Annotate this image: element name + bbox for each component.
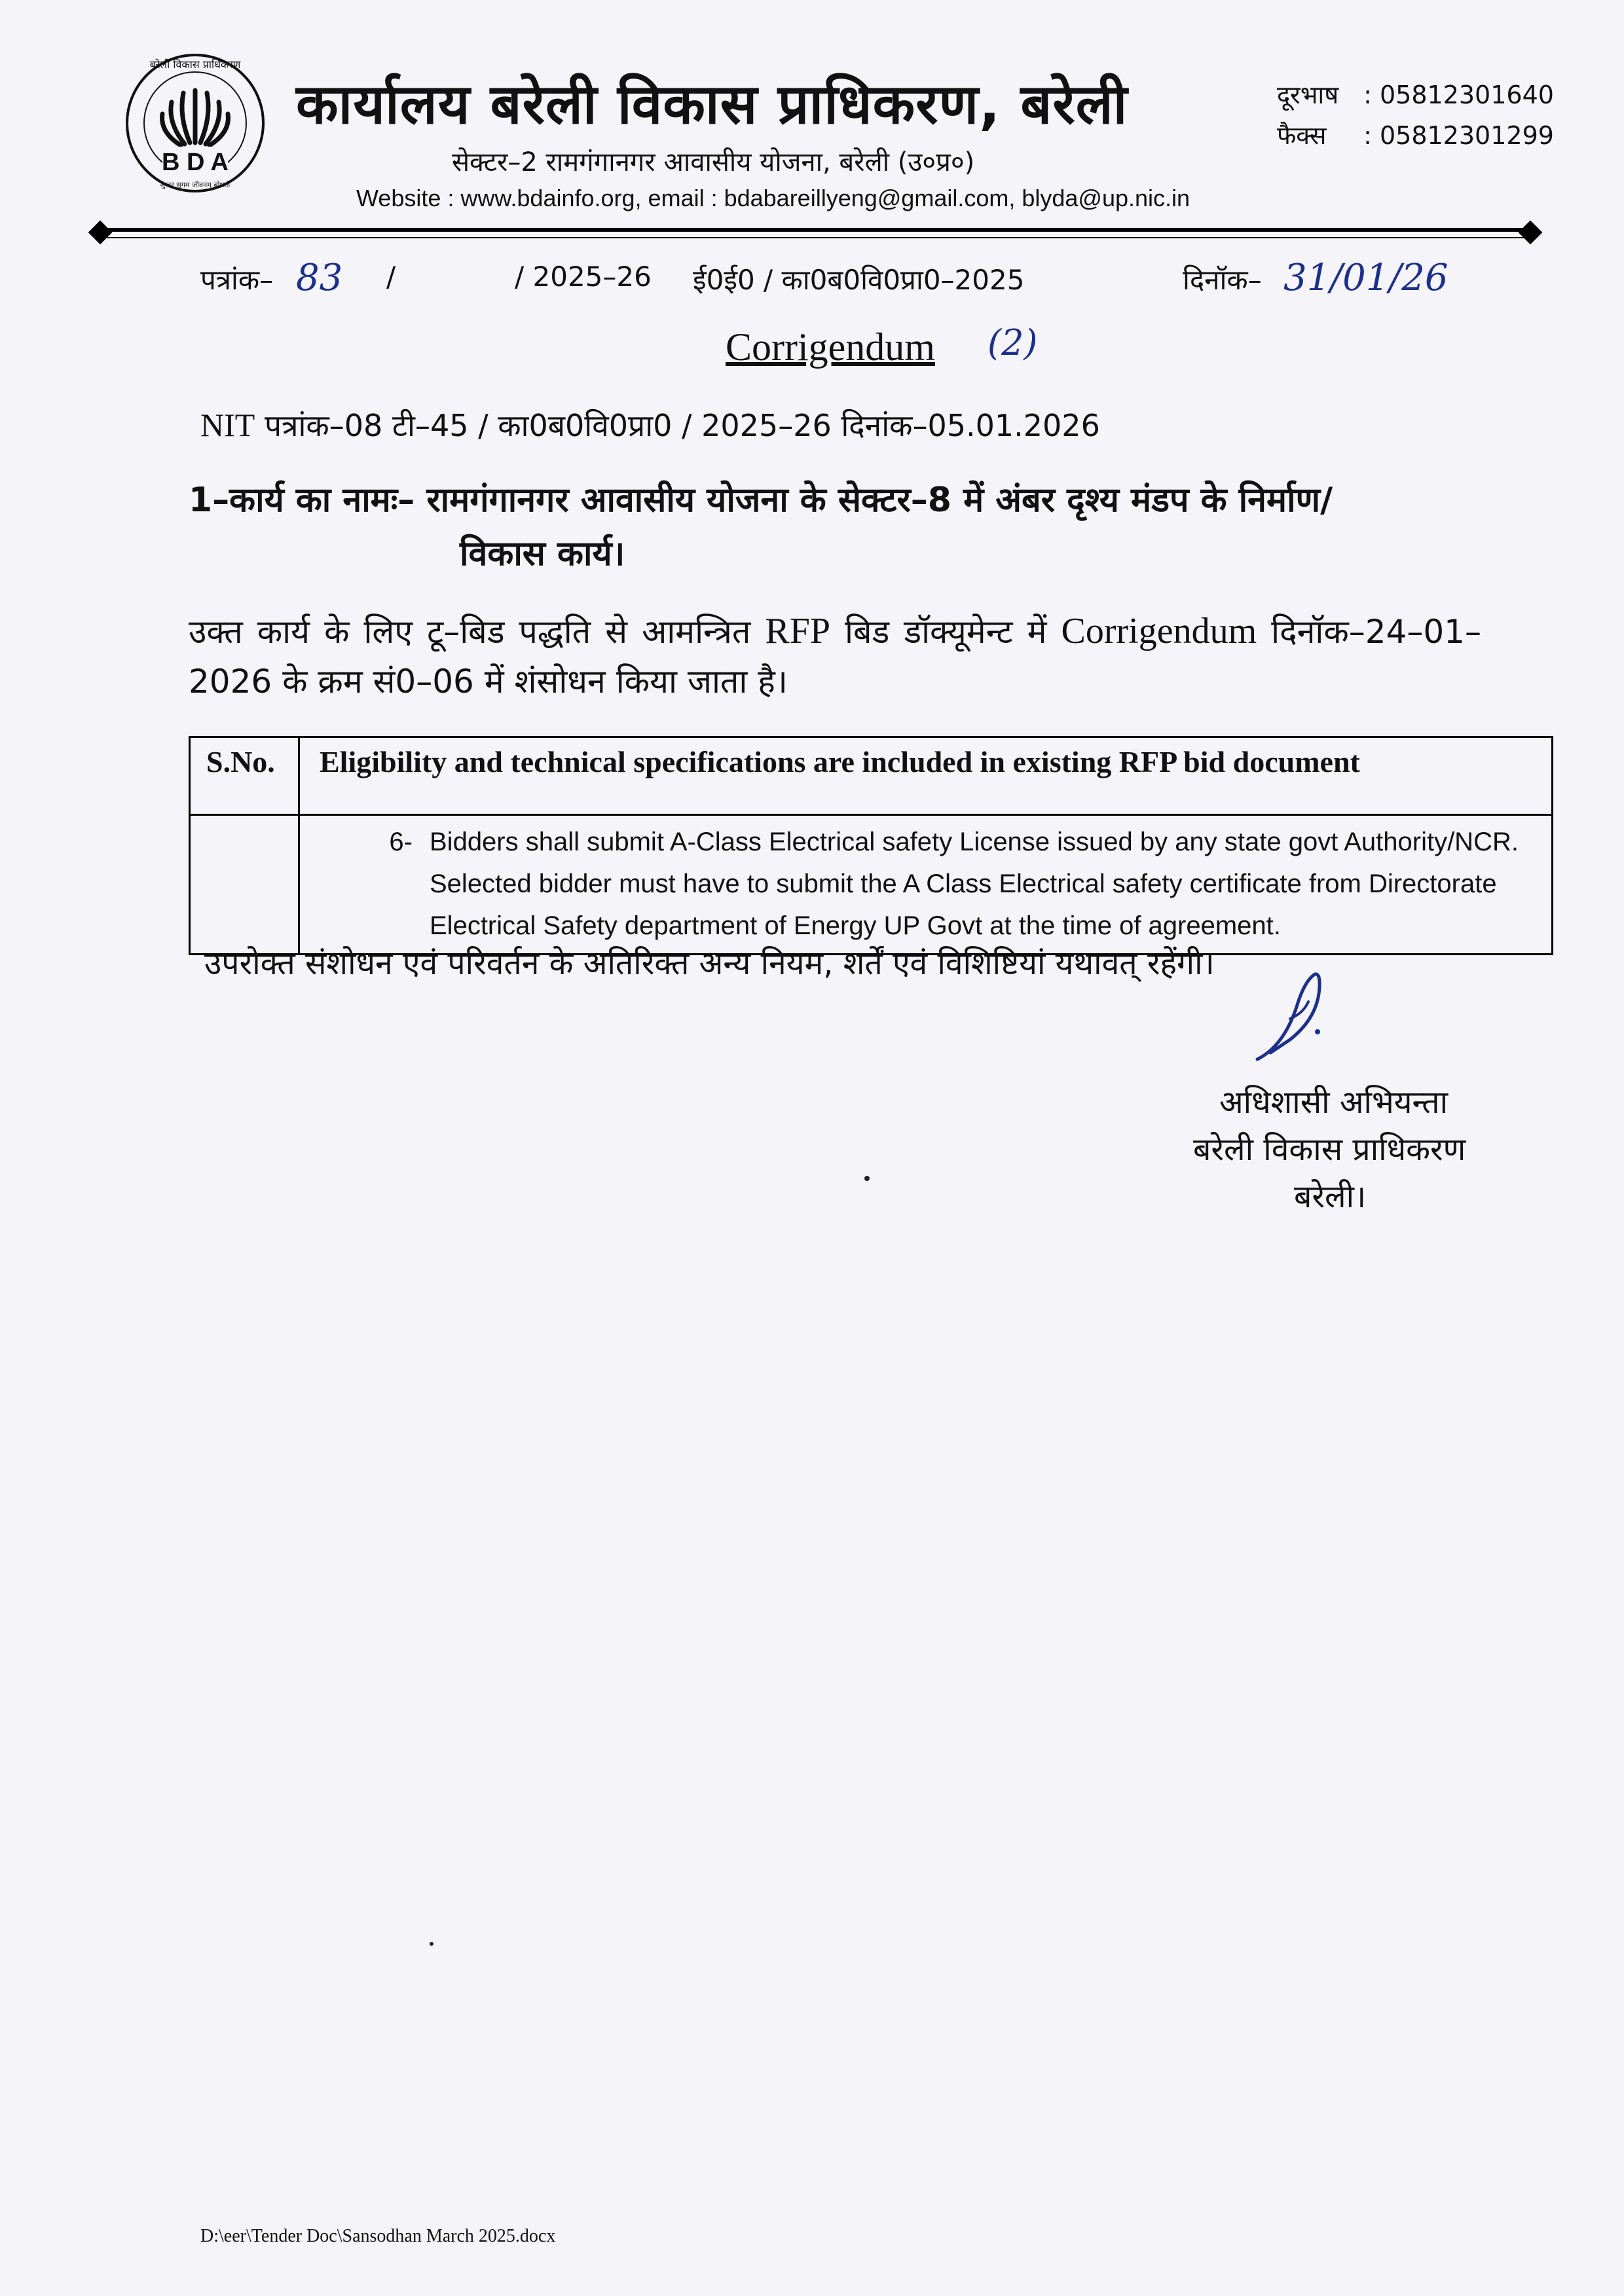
ref-slash: / [386,261,396,293]
work-name-line-2: विकास कार्य। [460,534,625,574]
row-description [299,815,1553,955]
ref-number-handwritten: 83 [296,257,343,299]
nit-label: NIT [200,407,255,443]
ref-date-handwritten: 31/01/26 [1283,257,1449,299]
para-part-3: दिनॉक–24–01–2026 के क्रम सं0–06 में शंसोधन किया जाता है। [189,613,1481,701]
phone-label: दूरभाष [1277,81,1339,109]
logo-ring-text: बरेली विकास प्राधिकरण [149,58,241,71]
header-description: Eligibility and technical specifications are included in existing RFP bid document [299,737,1553,815]
scan-speck [864,1176,870,1181]
ref-date-label: दिनॉक– [1183,264,1262,296]
scan-speck [430,1942,434,1946]
phone-number: : 05812301640 [1363,81,1554,109]
item-text: Bidders shall submit A-Class Electrical safety License issued by any state govt Authority/NCR. Selected bidder must have to submit the A Class Electrical safety certificate from Directorate Electrical Safety department of Energy UP Govt at the time of agreement. [430,828,1519,940]
para-rfp: RFP [765,611,831,651]
corrigendum-title: Corrigendum [726,325,935,369]
eligibility-table [189,736,1553,955]
ref-code: ई0ई0 / का0ब0वि0प्रा0–2025 [693,264,1025,296]
fax-line [1277,118,1554,152]
para-corrigendum: Corrigendum [1061,611,1257,651]
table-header-row [190,737,1553,815]
fax-label: फैक्स [1277,121,1327,150]
bda-logo [117,45,274,202]
corrigendum-number-handwritten: (2) [987,322,1038,363]
row-sno [190,815,299,955]
signatory-organisation: बरेली विकास प्राधिकरण [1193,1131,1466,1168]
closing-note: उपरोक्त संशोधन एवं परिवर्तन के अतिरिक्त अन्य नियम, शर्तें एवं विशिष्टियां यथावत् रहेंगी। [204,945,1215,982]
header-rule-thin [103,237,1531,238]
header-sno: S.No. [190,737,299,815]
work-name-line-1: 1–कार्य का नामः– रामगंगानगर आवासीय योजना के सेक्टर–8 में अंबर दृश्य मंडप के निर्माण/ [189,481,1333,520]
phone-line [1277,77,1554,111]
file-path: D:\eer\Tender Doc\Sansodhan March 2025.docx [200,2226,556,2246]
ref-year: / 2025–26 [515,261,652,293]
corrigendum-paragraph [189,606,1481,706]
para-part-1: उक्त कार्य के लिए टू–बिड पद्धति से आमन्त्रित [189,613,766,651]
signatory-designation: अधिशासी अभियन्ता [1219,1084,1449,1121]
para-part-2: बिड डॉक्यूमेन्ट में [830,613,1061,651]
rule-diamond-right [1519,221,1543,245]
item-number: 6- [389,828,413,856]
office-title: कार्यालय बरेली विकास प्राधिकरण, बरेली [296,72,1128,136]
header-rule-thick [103,228,1531,232]
website-email: Website : www.bdainfo.org, email : bdabareillyeng@gmail.com, blyda@up.nic.in [356,185,1190,211]
logo-motto: सुन्दर सुगम जीवनम् बोधतो [160,181,231,189]
ref-label: पत्रांक– [200,264,274,296]
rule-diamond-left [88,221,113,245]
office-address: सेक्टर–2 रामगंगानगर आवासीय योजना, बरेली (उ०प्र०) [452,147,975,177]
signatory-city: बरेली। [1294,1178,1367,1215]
nit-reference [200,405,1100,445]
nit-text: पत्रांक–08 टी–45 / का0ब0वि0प्रा0 / 2025–26 दिनांक–05.01.2026 [264,408,1100,443]
table-row [190,815,1553,955]
logo-text: B D A [161,149,229,176]
fax-number: : 05812301299 [1363,121,1554,150]
signature-mark [1244,968,1342,1066]
